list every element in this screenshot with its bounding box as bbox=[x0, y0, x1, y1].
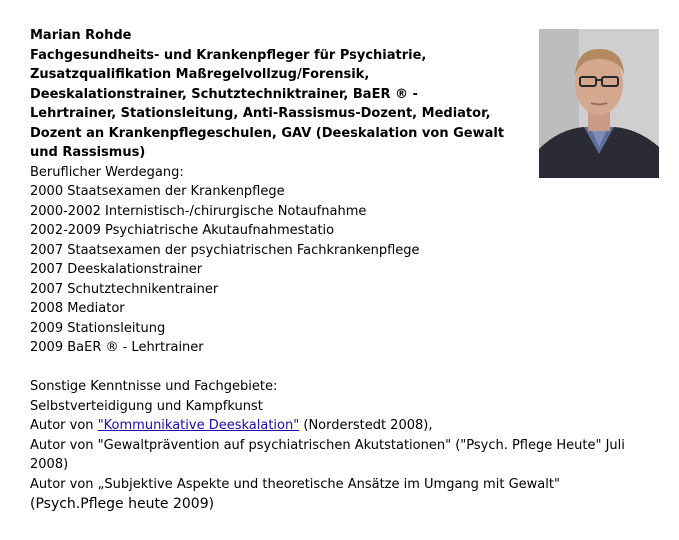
career-item: 2007 Schutztechnikentrainer bbox=[30, 281, 219, 297]
publication-item: Autor von "Gewaltprävention auf psychiatrischen Akutstationen" ("Psych. Pflege Heute" Juli 2008) bbox=[30, 437, 625, 472]
publication-item bbox=[30, 416, 670, 436]
other-title: Sonstige Kenntnisse und Fachgebiete: bbox=[30, 379, 278, 394]
career-item: 2000 Staatsexamen der Krankenpflege bbox=[30, 184, 285, 199]
other-section bbox=[30, 377, 670, 514]
career-item: 2009 Stationsleitung bbox=[30, 320, 166, 336]
publication-item: Autor von „Subjektive Aspekte und theoretische Ansätze im Umgang mit Gewalt" bbox=[30, 476, 560, 492]
skill-item: Selbstverteidigung und Kampfkunst bbox=[30, 398, 263, 414]
qualification-line: Fachgesundheits- und Krankenpfleger für Psychiatrie, bbox=[30, 47, 427, 63]
profile-name: Marian Rohde bbox=[30, 28, 132, 43]
profile-photo bbox=[539, 29, 659, 178]
publication-prefix: Autor von bbox=[30, 418, 98, 433]
career-item: 2000-2002 Internistisch-/chirurgische Notaufnahme bbox=[30, 203, 367, 219]
career-item: 2002-2009 Psychiatrische Akutaufnahmestatio bbox=[30, 223, 335, 238]
qualification-line: Lehrtrainer, Stationsleitung, Anti-Rassismus-Dozent, Mediator, bbox=[30, 106, 491, 121]
publication-link[interactable]: "Kommunikative Deeskalation" bbox=[97, 418, 300, 433]
qualification-line: Dozent an Krankenpflegeschulen, GAV (Deeskalation von Gewalt bbox=[30, 125, 505, 141]
publication-suffix: (Norderstedt 2008), bbox=[299, 418, 433, 433]
profile-heading bbox=[30, 26, 530, 163]
qualification-line: Deeskalationstrainer, Schutztechniktrainer, BaER ® - bbox=[30, 86, 418, 102]
career-item: 2009 BaER ® - Lehrtrainer bbox=[30, 340, 204, 355]
qualification-line: und Rassismus) bbox=[30, 145, 146, 160]
career-title: Beruflicher Werdegang: bbox=[30, 164, 184, 180]
career-item: 2007 Deeskalationstrainer bbox=[30, 262, 203, 277]
portrait-image bbox=[539, 29, 659, 178]
career-item: 2008 Mediator bbox=[30, 301, 125, 316]
career-item: 2007 Staatsexamen der psychiatrischen Fachkrankenpflege bbox=[30, 242, 420, 258]
career-section bbox=[30, 163, 670, 358]
publication-source: (Psych.Pflege heute 2009) bbox=[30, 496, 215, 512]
section-spacer bbox=[30, 358, 670, 378]
qualification-line: Zusatzqualifikation Maßregelvollzug/Forensik, bbox=[30, 67, 370, 82]
